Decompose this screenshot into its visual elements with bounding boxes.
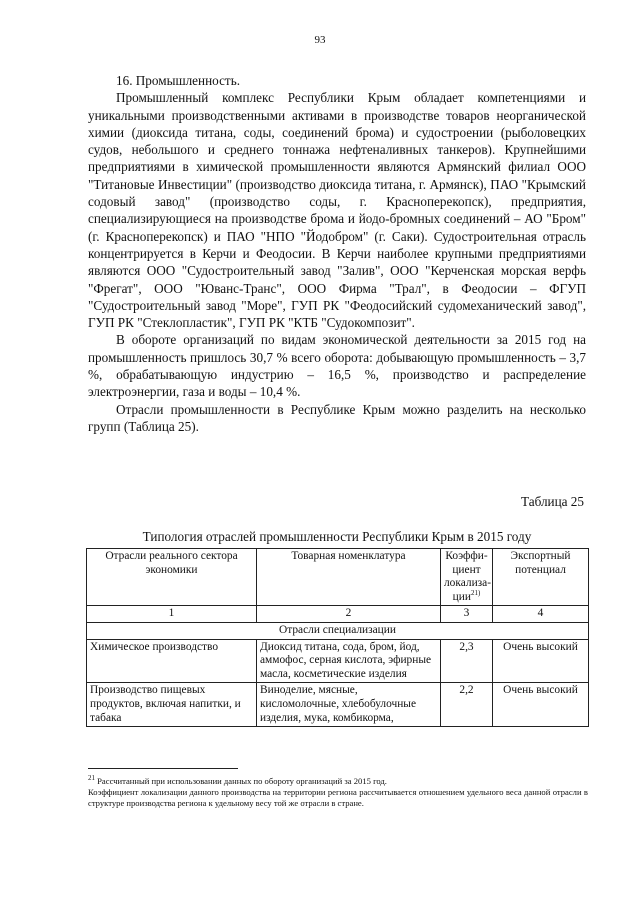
column-number: 2 [257,606,441,623]
row-sector: Производство пищевых продуктов, включая напитки, и табака [87,683,257,727]
footnote [88,776,588,809]
column-number: 3 [441,606,493,623]
footnote-line-2: Коэффициент локализации данного производства на территории региона рассчитывается отношением удельного веса данной отрасли в структуре производства региона к удельному весу той же отрасли в стране. [88,787,588,808]
column-number-row [87,606,589,623]
header-coefficient [441,549,493,606]
footnote-ref: 21) [470,588,481,597]
row-nomenclature: Диоксид титана, сода, бром, йод, аммофос, серная кислота, эфирные масла, косметические изделия [257,639,441,683]
row-sector: Химическое производство [87,639,257,683]
section-title: Отрасли специализации [87,622,589,639]
column-number: 4 [493,606,589,623]
header-export: Экспортный потенциал [493,549,589,606]
main-text [88,72,586,435]
table-row [87,683,589,727]
row-nomenclature: Виноделие, мясные, кисломолочные, хлебобулочные изделия, мука, комбикорма, [257,683,441,727]
row-export: Очень высокий [493,683,589,727]
paragraph-turnover: В обороте организаций по видам экономической деятельности за 2015 год на промышленность пришлось 30,7 % всего оборота: добывающую промышленность – 3,7 %, обрабатывающую индустрию – 16,5 %, производство и распределение электроэнергии, газа и воды – 10,4 %. [88,332,586,400]
table-label: Таблица 25 [521,494,584,509]
table-header-row [87,549,589,606]
row-export: Очень высокий [493,639,589,683]
page-number: 93 [314,34,326,46]
row-coefficient: 2,2 [441,683,493,727]
column-number: 1 [87,606,257,623]
paragraph-industry-complex: Промышленный комплекс Республики Крым обладает компетенциями и уникальными производственными активами в производстве товаров неорганической химии (диоксида титана, соды, соединений брома) и судостроении (рыболовецких судов, небольшого и среднего тоннажа нефтеналивных танкеров). Крупнейшими предприятиями в химической промышленности являются Армянский филиал ООО "Титановые Инвестиции" (производство диоксида титана, г. Армянск), ПАО "Крымский содовый завод" (производство соды, г. Красноперекопск), предприятия, специализирующиеся на производстве брома и йодо-бромных соединений – АО "Бром" (г. Красноперекопск) и ПАО "НПО "Йодобром" (г. Саки). Судостроительная отрасль концентрируется в Керчи и Феодосии. В Керчи наиболее крупными предприятиями являются ООО "Судостроительный завод "Залив", ООО "Керченская морская верфь "Фрегат", ООО "Юванс-Транс", ООО Фирма "Трал", в Феодосии – ФГУП "Судостроительный завод "Море", ГУП РК "Феодосийский судомеханический завод", ГУП РК "Стеклопластик", ГУП РК "КТБ "Судокомпозит". [88,90,586,331]
footnote-text-1: Рассчитанный при использовании данных по обороту организаций за 2015 год. [97,776,387,786]
header-sector: Отрасли реального сектора экономики [87,549,257,606]
table-row [87,639,589,683]
section-heading: 16. Промышленность. [116,73,240,88]
section-row [87,622,589,639]
footnote-divider [88,768,238,769]
table-caption: Типология отраслей промышленности Республики Крым в 2015 году [142,529,532,544]
footnote-line-1 [88,776,588,787]
footnote-mark: 21 [88,774,95,783]
header-coefficient-text: Коэффи-циент локализа-ции [444,550,492,603]
header-nomenclature: Товарная номенклатура [257,549,441,606]
typology-table [86,548,589,727]
paragraph-groups: Отрасли промышленности в Республике Крым можно разделить на несколько групп (Таблица 25). [88,401,586,434]
row-coefficient: 2,3 [441,639,493,683]
